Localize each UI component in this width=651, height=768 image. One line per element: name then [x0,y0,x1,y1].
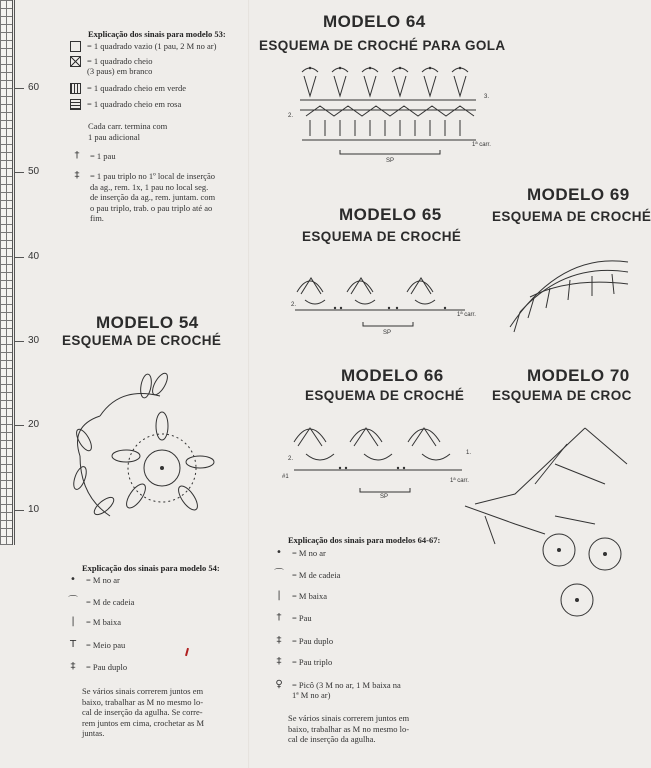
model64-subtitle: ESQUEMA DE CROCHÉ PARA GOLA [259,38,506,53]
model70-diagram [455,424,628,624]
ruler-tick [14,172,24,173]
ruler-label: 30 [28,335,40,346]
note-line: baixo, trabalhar as M no mesmo lo- [82,696,204,707]
legend-text: = Pau duplo [292,636,334,646]
model65-subtitle: ESQUEMA DE CROCHÉ [302,229,462,244]
legend-text: (3 paus) em branco [87,66,153,76]
legend6467-item [272,548,326,558]
model70-title: MODELO 70 [527,366,630,385]
legend-text: 1ª M no ar) [292,690,331,700]
sp-label: SP [380,494,389,500]
row-label: 2. [288,456,294,462]
row-label: 1ª carr. [457,312,476,318]
legend-text: = M no ar [86,575,120,585]
legend-text: fim. [90,213,104,223]
ruler-tick [14,425,24,426]
ruler-label: 50 [28,166,40,177]
model65-diagram [285,262,485,342]
model54-subtitle: ESQUEMA DE CROCHÉ [62,333,222,348]
legend54-item [66,597,134,607]
model69-diagram [500,252,628,342]
page-fold [248,0,250,768]
triple-pau-icon: ‡ [74,170,80,181]
legend-text: = Picô (3 M no ar, 1 M baixa na [292,680,401,690]
legend-text: = Pau duplo [86,662,128,672]
legend53-heading: Explicação dos sinais para modelo 53: [88,29,226,39]
ruler-label: 60 [28,82,40,93]
legend54-note [82,686,204,739]
model54-title: MODELO 54 [96,313,199,332]
legend-text: = 1 quadrado cheio em rosa [87,99,182,109]
pau-icon: † [74,150,80,161]
legend53-item [70,83,186,94]
ruler-line [14,0,15,545]
legend53-item [70,99,181,110]
row-label: 2. [291,302,297,308]
picot-icon: ♀ [275,679,283,690]
row-label: #1 [282,474,289,480]
pau-icon: † [276,612,282,623]
legend53-item [70,171,215,224]
legend53-note [88,121,167,142]
legend6467-item [272,680,401,700]
legend53-item [70,56,152,76]
note-line: Se vários sinais correrem juntos em [82,686,204,696]
legend-text: = M no ar [292,548,326,558]
row-label: 1ª carr. [472,142,491,148]
legend-text: = 1 quadrado vazio (1 pau, 2 M no ar) [87,41,217,51]
legend53-item [70,151,116,161]
chart-grid-strip [0,0,13,545]
model66-diagram [280,412,480,502]
filled-square-icon [70,56,81,67]
double-icon: ‡ [70,661,76,672]
ruler-tick [14,88,24,89]
row-label: 2. [288,113,294,119]
ruler-label: 20 [28,419,40,430]
legend6467-item [272,570,340,580]
ruler-tick [14,257,24,258]
model70-subtitle: ESQUEMA DE CROC [492,388,632,403]
row-label: 1ª carr. [450,478,469,484]
model66-subtitle: ESQUEMA DE CROCHÉ [305,388,465,403]
legend6467-item [272,613,312,623]
dot-icon: • [70,574,76,585]
empty-square-icon [70,41,81,52]
bar-icon: | [277,590,281,601]
pen-mark [185,648,189,656]
row-label: 1. [466,450,472,456]
green-square-icon [70,83,81,94]
note-line: cal de inserção da agulha. [288,734,376,744]
legend6467-note [288,713,409,745]
dot-icon: • [276,547,282,558]
ruler-label: 10 [28,504,40,515]
legend6467-item [272,636,333,646]
legend53-item [70,41,216,52]
row-label: 3. [484,94,490,100]
ruler-label: 40 [28,251,40,262]
note-line: Cada carr. termina com [88,121,168,131]
model54-diagram [60,366,220,536]
ruler-tick [14,510,24,511]
note-line: baixo, trabalhar as M no mesmo lo- [288,723,410,734]
pink-square-icon [70,99,81,110]
note-line: cal de inserção da agulha. Se corre- [82,707,203,717]
note-line: juntas. [82,728,105,738]
model65-title: MODELO 65 [339,205,442,224]
sp-label: SP [383,330,392,336]
legend-text: = 1 quadrado cheio em verde [87,83,186,93]
legend-text: da ag., rem. 1x, 1 pau no local seg. [90,181,209,192]
legend-text: = M de cadeia [292,570,341,580]
bar-icon: | [71,616,75,627]
legend-text: = Meio pau [86,640,126,650]
model64-title: MODELO 64 [323,12,426,31]
legend-text: = M baixa [86,617,122,627]
legend-text: = 1 quadrado cheio [87,56,153,66]
model69-title: MODELO 69 [527,185,630,204]
double-icon: ‡ [276,635,282,646]
legend54-heading: Explicação dos sinais para modelo 54: [82,563,220,573]
model69-subtitle: ESQUEMA DE CROCHÉ [492,209,651,224]
legend54-item [66,662,127,672]
legend-text: = Pau triplo [292,657,333,667]
ruler-tick [14,341,24,342]
legend-text: = M de cadeia [86,597,135,607]
note-line: 1 pau adicional [88,131,140,142]
legend-text: = 1 pau triplo no 1º local de inserção [90,171,215,181]
legend6467-heading: Explicação dos sinais para modelos 64-67: [288,535,441,545]
legend54-item [66,640,125,650]
legend54-item [66,575,120,585]
legend-text: o pau triplo, trab. o pau triplo até ao [90,202,213,213]
legend-text: = 1 pau [90,151,116,161]
legend-text: = M baixa [292,591,328,601]
arc-icon: ⌒ [68,596,78,607]
legend54-item [66,617,121,627]
note-line: Se vários sinais correrem juntos em [288,713,410,723]
legend-text: = Pau [292,613,312,623]
model64-diagram [280,62,500,166]
arc-icon: ⌒ [274,569,284,580]
triple-icon: ‡ [276,656,282,667]
legend6467-item [272,657,332,667]
legend-text: de inserção da ag., rem. juntam. com [90,192,216,202]
sp-label: SP [386,158,395,164]
legend6467-item [272,591,327,601]
model66-title: MODELO 66 [341,366,444,385]
t-icon: T [69,639,77,650]
note-line: rem juntos em cima, crochetar as M [82,717,205,728]
